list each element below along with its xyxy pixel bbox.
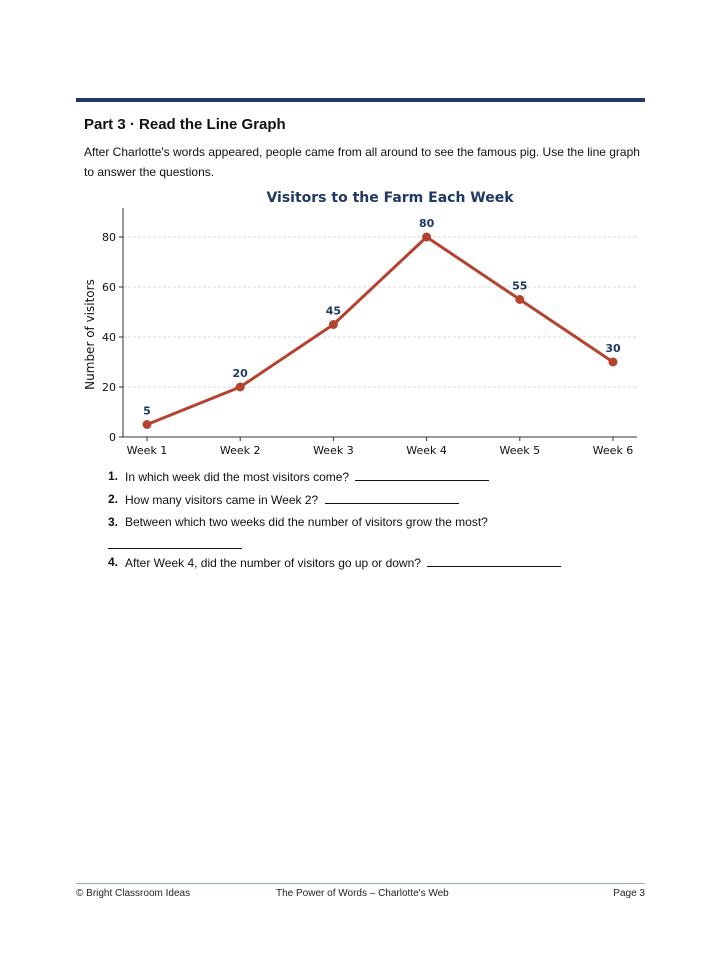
answer-blank[interactable]: [427, 553, 561, 567]
x-tick-label: Week 2: [219, 444, 261, 457]
question-1: [108, 467, 648, 490]
y-tick-label: 80: [102, 231, 116, 244]
y-tick-label: 20: [102, 381, 116, 394]
question-3: [108, 513, 648, 553]
y-axis-label: Number of visitors: [83, 279, 97, 390]
question-list: [108, 467, 648, 576]
data-point: [143, 420, 152, 429]
line-chart-svg: [80, 184, 650, 464]
question-text: How many visitors came in Week 2?: [125, 493, 322, 507]
question-text: Between which two weeks did the number of visitors grow the most?: [125, 515, 488, 529]
x-tick-label: Week 4: [406, 444, 447, 457]
data-point: [236, 383, 245, 392]
question-text: In which week did the most visitors come?: [125, 470, 353, 484]
data-label: 5: [143, 404, 151, 418]
data-point: [329, 320, 338, 329]
y-tick-label: 0: [109, 431, 116, 444]
footer-rule: [76, 883, 645, 884]
question-number: 1.: [108, 469, 119, 483]
footer-document-title: The Power of Words – Charlotte's Web: [276, 888, 449, 899]
answer-blank[interactable]: [325, 490, 459, 504]
answer-blank[interactable]: [355, 467, 489, 481]
y-tick-label: 60: [102, 281, 116, 294]
y-tick-label: 40: [102, 331, 116, 344]
data-point: [422, 233, 431, 242]
x-tick-label: Week 3: [313, 444, 354, 457]
line-chart: [80, 184, 650, 464]
question-number: 4.: [108, 555, 119, 569]
series-line: [147, 237, 613, 425]
question-number: 3.: [108, 515, 119, 529]
x-tick-label: Week 1: [126, 444, 168, 457]
question-4: [108, 553, 648, 576]
section-title: Part 3 · Read the Line Graph: [84, 116, 286, 133]
section-intro: After Charlotte's words appeared, people came from all around to see the famous pig. Use the line graph to answer the questions.: [84, 145, 640, 179]
data-label: 55: [512, 279, 528, 293]
x-tick-label: Week 5: [499, 444, 541, 457]
footer-page-number: Page 3: [613, 888, 645, 899]
data-point: [515, 295, 524, 304]
data-label: 30: [605, 342, 621, 355]
data-label: 45: [325, 304, 342, 318]
footer-copyright: © Bright Classroom Ideas: [76, 888, 191, 899]
x-tick-label: Week 6: [592, 444, 634, 457]
header-rule: [76, 98, 645, 102]
question-text: After Week 4, did the number of visitors go up or down?: [125, 556, 425, 570]
chart-title: Visitors to the Farm Each Week: [266, 190, 514, 206]
data-label: 80: [418, 217, 435, 230]
question-number: 2.: [108, 492, 119, 506]
question-2: [108, 490, 648, 513]
data-label: 20: [232, 367, 248, 380]
answer-blank[interactable]: [108, 535, 242, 549]
data-point: [609, 358, 618, 367]
